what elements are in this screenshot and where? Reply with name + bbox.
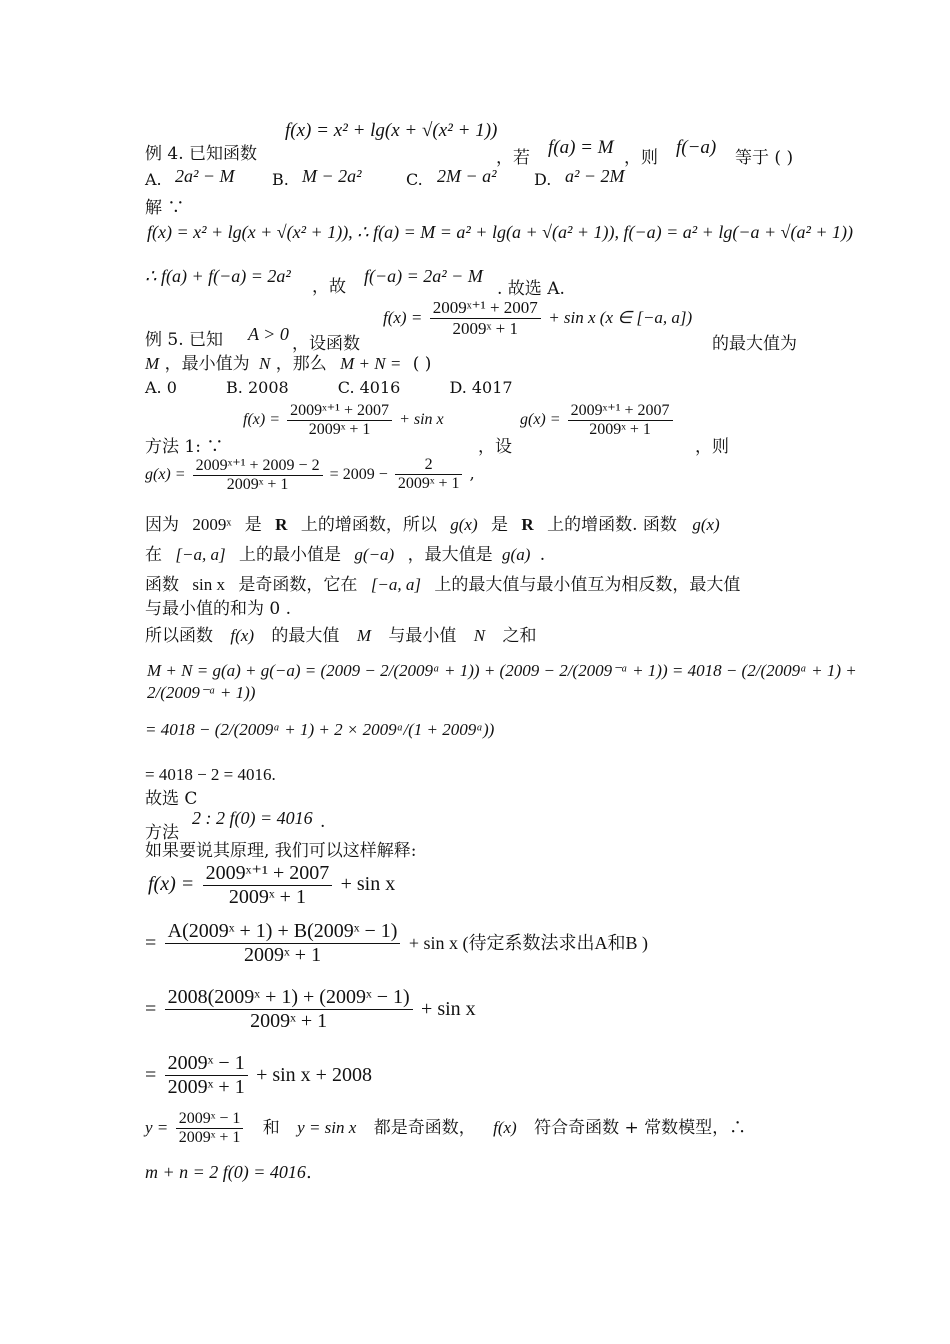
ex5-func-numerator: 2009ˣ⁺¹ + 2007 [430, 298, 541, 319]
method1-g-definition [520, 400, 675, 439]
method1-mid: ，设 [478, 437, 512, 457]
method1-g-lhs: g(x) = [520, 411, 561, 428]
ex5-option-d-key: D. [449, 378, 467, 397]
m2-l1-lhs: f(x) = [148, 873, 195, 895]
method1-g2-mid: = 2009 − [329, 466, 388, 483]
method1-f-numerator: 2009ˣ⁺¹ + 2007 [287, 400, 392, 421]
p3-b: 是奇函数，它在 [238, 575, 358, 595]
m2-l5-numerator: 2009ˣ − 1 [176, 1110, 244, 1129]
method1-answer: 故选 C [145, 789, 198, 809]
m2-l5-b: 都是奇函数， [373, 1118, 476, 1138]
method1-f-rest: + sin x [399, 411, 444, 428]
ex5-option-b: 2008 [247, 378, 289, 397]
method2-line3: = $\frac{\text{2008(2009ˣ + 1) + (2009ˣ − 1)}}{\text{2009ˣ + 1}}$ + sin x [145, 986, 476, 1032]
ex4-option-d-key: D. [534, 170, 552, 189]
method2-line6 [145, 1162, 312, 1183]
ex5-func-fraction [430, 298, 541, 339]
ex5-func-lhs: f(x) = [383, 308, 423, 327]
ex5-func-denominator: 2009ˣ + 1 [452, 319, 519, 338]
ex4-stem-b: ，若 [496, 148, 530, 168]
m2-l6: m + n = 2 f(0) = 4016 [145, 1162, 306, 1182]
p1-gx2: g(x) [692, 515, 720, 534]
method1-end: ，则 [695, 437, 729, 457]
ex5-func-rest: + sin x (x ∈ [−a, a]) [548, 308, 693, 327]
ex5-option-c: 4016 [359, 378, 401, 397]
method1-paragraph2 [145, 544, 545, 566]
m2-l3-denominator: 2009ˣ + 1 [250, 1010, 328, 1032]
method1-g2-denominator: 2009ˣ + 1 [226, 476, 289, 493]
ex4-condition: f(a) = M [548, 137, 614, 158]
m2-l2-denominator: 2009ˣ + 1 [244, 944, 322, 966]
method2-line1 [148, 860, 395, 909]
p1-2009x: 2009ˣ [192, 515, 232, 534]
ex5-stem-e: ，那么 [275, 354, 327, 374]
ex4-option-b: M − 2a² [302, 166, 362, 186]
method1-paragraph1 [145, 514, 720, 536]
ex5-answer-blank: ( ) [412, 354, 432, 374]
p5-d: 之和 [502, 626, 537, 646]
p1-R2: R [521, 515, 534, 534]
p1-gx: g(x) [450, 515, 478, 534]
ex4-option-d: a² − 2M [565, 166, 625, 186]
method1-equation1: M + N = g(a) + g(−a) = (2009 − 2/(2009ᵃ + 1)) + (2009 − 2/(2009⁻ᵃ + 1)) = 4018 − (2/(2009ᵃ + 1) + 2/(2009⁻ᵃ + 1)) [147, 661, 857, 702]
ex5-N: N [258, 354, 271, 373]
ex4-option-a: 2a² − M [175, 166, 235, 186]
method2-line5 [145, 1110, 746, 1147]
ex5-stem-d: ，最小值为 [164, 354, 250, 374]
p5-M: M [356, 626, 371, 645]
ex4-solution-line2-d: . 故选 A. [497, 279, 565, 299]
p5-b: 的最大值 [271, 626, 340, 646]
ex4-solution-line2-b: ，故 [312, 277, 346, 297]
ex4-solution-line2-a: ∴ f(a) + f(−a) = 2a² [145, 266, 291, 286]
method1-g2-numerator: 2009ˣ⁺¹ + 2009 − 2 [193, 455, 323, 476]
p2-g-a: g(a) [502, 545, 531, 564]
m2-l5-denominator: 2009ˣ + 1 [178, 1129, 241, 1146]
method1-paragraph4: 与最小值的和为 0 . [145, 599, 292, 619]
method1-f-fraction [287, 400, 392, 439]
method2-line4: = $\frac{\text{2009ˣ − 1}}{\text{2009ˣ + 1}}$ + sin x + 2008 [145, 1052, 372, 1098]
ex4-solution-line1: f(x) = x² + lg(x + √(x² + 1)), ∴ f(a) = M = a² + lg(a + √(a² + 1)), f(−a) = a² + lg(−a + √(a² + 1)) [147, 222, 854, 242]
p5-fx: f(x) [230, 626, 254, 645]
m2-l5-lhs: y = [145, 1118, 169, 1137]
ex5-stem-line2 [145, 353, 431, 375]
ex4-stem-c: ，则 [624, 148, 658, 168]
method1-paragraph3 [145, 574, 740, 596]
ex5-M: M [145, 354, 160, 373]
method1-g-fraction [568, 400, 673, 439]
m2-l3-fraction [165, 986, 413, 1033]
ex5-label: 例 5. [145, 330, 184, 350]
p5-a: 所以函数 [145, 626, 213, 646]
p1-b: 是 [244, 515, 262, 535]
method1-g2-lhs: g(x) = [145, 466, 186, 483]
method2-label: 方法 [145, 823, 179, 843]
p2-interval: [−a, a] [175, 545, 226, 564]
method2-dot: . [320, 812, 326, 832]
m2-l5-y-sinx: y = sin x [297, 1118, 357, 1137]
method1-g-numerator: 2009ˣ⁺¹ + 2007 [568, 400, 673, 421]
p2-a: 在 [145, 545, 162, 565]
m2-l2-fraction [165, 920, 401, 967]
ex4-option-c-key: C. [406, 170, 423, 189]
p1-R1: R [275, 515, 288, 534]
p2-g-neg-a: g(−a) [354, 545, 395, 564]
ex4-stem-a: 已知函数 [189, 144, 258, 164]
m2-l2-numerator: A(2009ˣ + 1) + B(2009ˣ − 1) [165, 920, 401, 944]
ex4-stem-line [145, 143, 257, 165]
ex5-option-c-key: C. [337, 378, 355, 397]
ex5-condition: A > 0 [248, 324, 289, 344]
m2-l4-numerator: 2009ˣ − 1 [165, 1052, 248, 1076]
ex5-stem-b: ，设函数 [292, 334, 360, 354]
p2-d: . [539, 545, 546, 565]
method1-g2-numerator2: 2 [395, 456, 463, 475]
method1-paragraph5 [145, 625, 537, 647]
p3-interval: [−a, a] [370, 575, 422, 594]
method1-g2-end: , [469, 464, 475, 483]
m2-l1-numerator: 2009ˣ⁺¹ + 2007 [203, 860, 333, 886]
m2-l5-and: 和 [262, 1118, 280, 1138]
method2-line2: = $\frac{\text{A(2009ˣ + 1) + B(2009ˣ − 1)}}{\text{2009ˣ + 1}}$ + sin x (待定系数法求出A和B ) [145, 920, 648, 966]
ex5-options [145, 377, 513, 399]
p5-c: 与最小值 [388, 626, 457, 646]
p3-c: 上的最大值与最小值互为相反数，最大值 [434, 575, 741, 595]
ex5-function [383, 298, 692, 339]
ex4-solution-label: 解 ∵ [145, 198, 185, 218]
ex4-option-c: 2M − a² [437, 166, 497, 186]
ex4-solution-line2-c: f(−a) = 2a² − M [364, 266, 483, 286]
p2-b: 上的最小值是 [239, 545, 342, 565]
p3-sinx: sin x [192, 575, 225, 594]
m2-l4-denominator: 2009ˣ + 1 [167, 1076, 245, 1098]
m2-l4-rest: + sin x + 2008 [256, 1064, 372, 1086]
m2-l5-fx: f(x) [493, 1118, 517, 1137]
p1-e: 上的增函数. 函数 [547, 515, 677, 535]
ex5-option-b-key: B. [226, 378, 243, 397]
m2-l3-rest: + sin x [421, 998, 476, 1020]
m2-l3-numerator: 2008(2009ˣ + 1) + (2009ˣ − 1) [165, 986, 413, 1010]
ex5-option-d: 4017 [471, 378, 513, 397]
ex5-option-a: 0 [166, 378, 177, 397]
ex5-sum: M + N = [340, 354, 402, 373]
m2-l5-c: 符合奇函数 + 常数模型，∴ [534, 1118, 747, 1138]
m2-l4-fraction [165, 1052, 248, 1099]
p1-c: 上的增函数，所以 [300, 515, 437, 535]
p1-a: 因为 [145, 515, 179, 535]
method1-f-definition [243, 400, 444, 439]
method1-equation3: = 4018 − 2 = 4016. [145, 765, 276, 784]
ex5-stem-line [145, 329, 223, 351]
ex4-function: f(x) = x² + lg(x + √(x² + 1)) [285, 120, 498, 141]
method1-f-lhs: f(x) = [243, 411, 280, 428]
method1-f-denominator: 2009ˣ + 1 [308, 421, 371, 438]
ex4-option-b-key: B. [272, 170, 289, 189]
method1-g2-fraction [193, 455, 323, 494]
p3-a: 函数 [145, 575, 179, 595]
m2-l5-fraction [176, 1110, 244, 1147]
ex4-stem-d: 等于 ( ) [735, 148, 794, 168]
method1-g2-fraction2 [395, 456, 463, 493]
method1-label: 方法 1: ∵ [145, 437, 224, 457]
ex5-stem-a: 已知 [189, 330, 224, 350]
p1-d: 是 [491, 515, 509, 535]
method1-g-expansion [145, 455, 475, 494]
method1-g2-denominator2: 2009ˣ + 1 [397, 475, 460, 492]
ex4-label: 例 4. [145, 144, 184, 164]
method1-equation2: = 4018 − (2/(2009ᵃ + 1) + 2 × 2009ᵃ/(1 + 2009ᵃ)) [145, 720, 495, 739]
ex4-target: f(−a) [676, 137, 717, 158]
m2-l1-denominator: 2009ˣ + 1 [228, 886, 306, 908]
method2-expression: 2 : 2 f(0) = 4016 [192, 808, 313, 828]
method2-intro: 如果要说其原理, 我们可以这样解释: [145, 841, 417, 861]
p2-c: ，最大值是 [407, 545, 493, 565]
m2-l1-fraction [203, 860, 333, 909]
m2-l2-rest: + sin x (待定系数法求出A和B ) [408, 933, 648, 953]
ex4-option-a-key: A. [145, 170, 162, 189]
ex5-option-a-key: A. [145, 378, 162, 397]
m2-l1-rest: + sin x [340, 873, 396, 895]
p5-N: N [473, 626, 486, 645]
m2-l6-dot: . [305, 1162, 312, 1183]
method1-g-denominator: 2009ˣ + 1 [589, 421, 651, 438]
ex5-stem-c: 的最大值为 [712, 334, 797, 354]
